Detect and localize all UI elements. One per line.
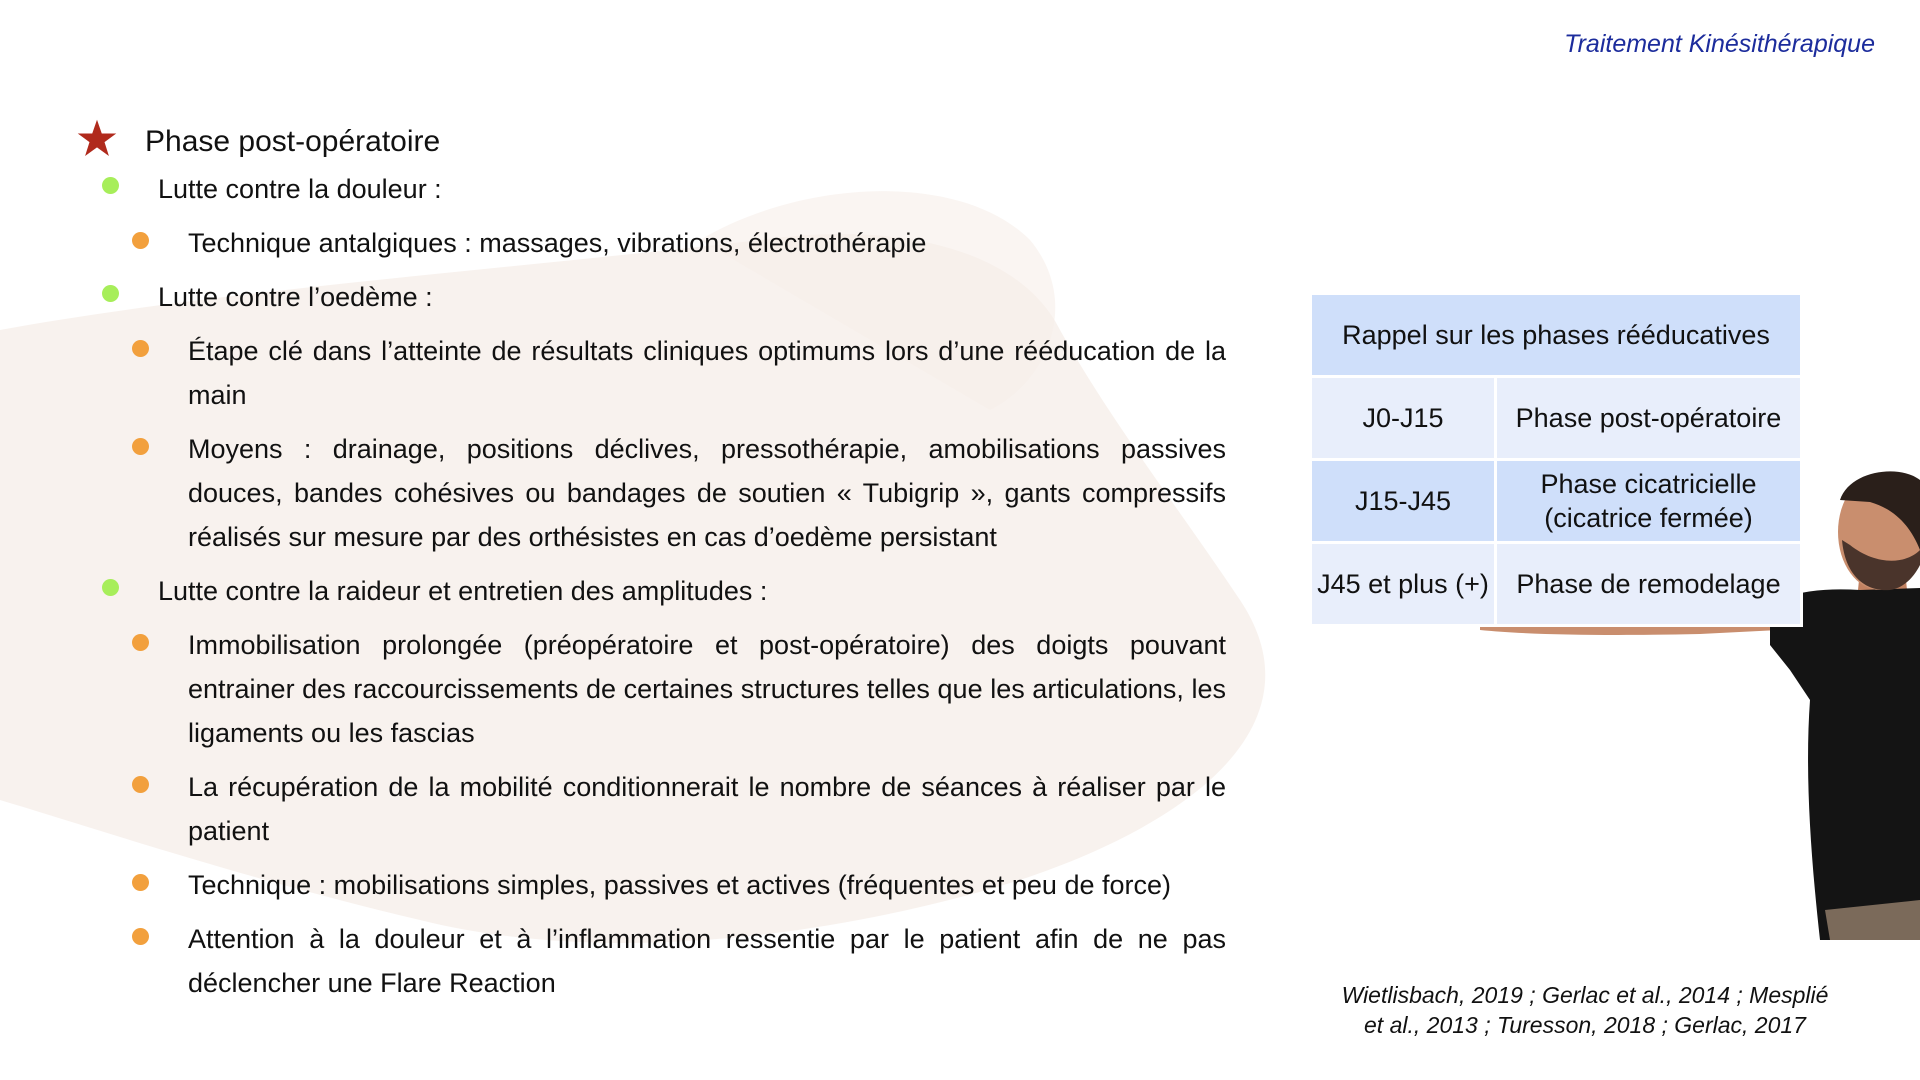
period-cell: J45 et plus (+) xyxy=(1311,543,1496,626)
phases-table xyxy=(1309,292,1803,627)
phase-cell: Phase cicatricielle (cicatrice fermée) xyxy=(1496,460,1802,543)
list-item: Immobilisation prolongée (préopératoire et post-opératoire) des doigts pouvant entrainer des raccourcissements de certaines structures telles que les articulations, les ligaments ou les fascias xyxy=(188,630,1226,748)
list-item: Moyens : drainage, positions déclives, pressothérapie, amobilisations passives douces, bandes cohésives ou bandages de soutien « Tubigrip », gants compressifs réalisés sur mesure par des orthésistes en cas d’oedème persistant xyxy=(188,434,1226,552)
star-icon xyxy=(75,117,119,161)
table-header: Rappel sur les phases rééducatives xyxy=(1311,294,1802,377)
green-dot-icon xyxy=(102,177,119,194)
table-row xyxy=(1311,543,1802,626)
orange-dot-icon xyxy=(132,634,149,651)
orange-dot-icon xyxy=(132,776,149,793)
section-title: Lutte contre l’oedème : xyxy=(158,282,433,312)
section-title: Lutte contre la douleur : xyxy=(158,174,442,204)
period-cell: J15-J45 xyxy=(1311,460,1496,543)
citation-line: Wietlisbach, 2019 ; Gerlac et al., 2014 ; Mesplié xyxy=(1341,982,1829,1008)
phase-cell: Phase post-opératoire xyxy=(1496,377,1802,460)
citation-line: et al., 2013 ; Turesson, 2018 ; Gerlac, 2017 xyxy=(1364,1012,1806,1038)
header-title: Traitement Kinésithérapique xyxy=(1564,30,1875,58)
list-item: Étape clé dans l’atteinte de résultats cliniques optimums lors d’une rééducation de la main xyxy=(188,336,1226,410)
phase-cell: Phase de remodelage xyxy=(1496,543,1802,626)
list-item: Technique : mobilisations simples, passives et actives (fréquentes et peu de force) xyxy=(188,870,1171,900)
period-cell: J0-J15 xyxy=(1311,377,1496,460)
orange-dot-icon xyxy=(132,340,149,357)
list-item: Attention à la douleur et à l’inflammation ressentie par le patient afin de ne pas déclencher une Flare Reaction xyxy=(188,924,1226,998)
citation xyxy=(1315,980,1855,1040)
orange-dot-icon xyxy=(132,874,149,891)
orange-dot-icon xyxy=(132,928,149,945)
orange-dot-icon xyxy=(132,232,149,249)
table-row xyxy=(1311,377,1802,460)
green-dot-icon xyxy=(102,285,119,302)
list-item: La récupération de la mobilité conditionnerait le nombre de séances à réaliser par le patient xyxy=(188,772,1226,846)
list-item: Technique antalgiques : massages, vibrations, électrothérapie xyxy=(188,228,927,258)
table-row xyxy=(1311,460,1802,543)
section-title: Lutte contre la raideur et entretien des amplitudes : xyxy=(158,576,768,606)
green-dot-icon xyxy=(102,579,119,596)
phase-title: Phase post-opératoire xyxy=(145,125,441,158)
orange-dot-icon xyxy=(132,438,149,455)
